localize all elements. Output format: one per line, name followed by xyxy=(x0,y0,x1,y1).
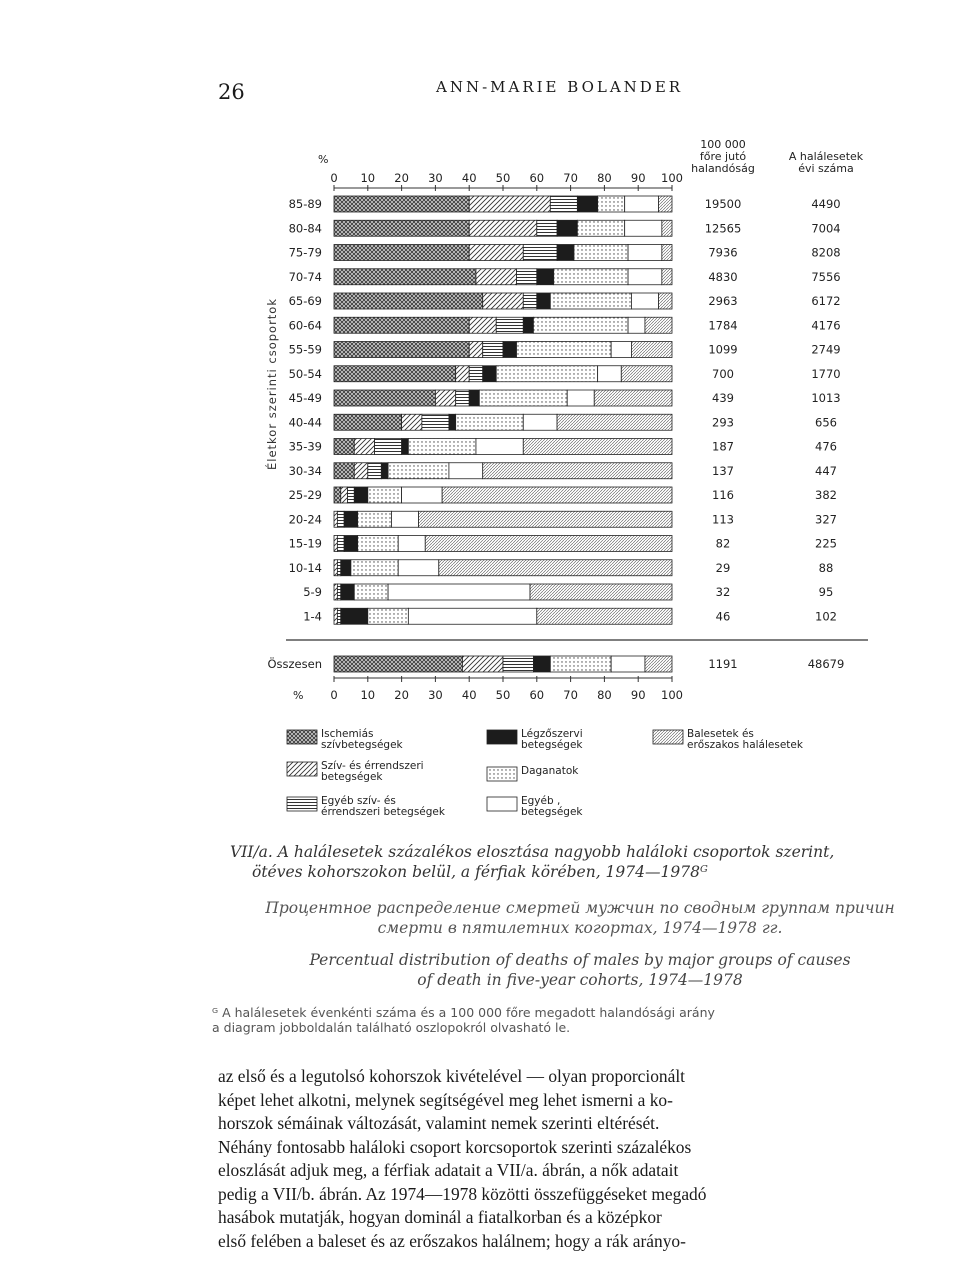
bar-segment xyxy=(523,414,557,430)
bar-segment xyxy=(567,390,594,406)
bar-segment xyxy=(550,293,631,309)
bar-segment xyxy=(476,439,523,455)
legend-label: Daganatok xyxy=(521,765,579,777)
deaths-value: 8208 xyxy=(811,245,841,260)
bar-segment xyxy=(358,536,399,552)
deaths-value: 7004 xyxy=(811,221,841,236)
body-line: eloszlását adjuk meg, a férfiak adatait a VII/a. ábrán, a nők adatait xyxy=(218,1160,679,1180)
row-label: 5-9 xyxy=(303,585,322,599)
bottom-x-axis xyxy=(293,676,683,702)
bar-segment xyxy=(557,245,574,261)
bar-segment xyxy=(334,342,469,358)
bar-segment xyxy=(334,317,469,333)
rate-column-header: halandóság xyxy=(691,162,755,175)
row-label: 45-49 xyxy=(288,391,322,405)
bottom-tick-label: 10 xyxy=(360,688,376,702)
rate-column-header: 100 000 xyxy=(700,138,746,151)
bar-segment xyxy=(625,196,659,212)
bottom-tick-label: 60 xyxy=(529,688,545,702)
legend-label: Egyéb , xyxy=(521,795,561,807)
bar-segment xyxy=(408,439,476,455)
bar-segment xyxy=(483,366,497,382)
bar-segment xyxy=(469,245,523,261)
bar-segment xyxy=(334,269,476,285)
bar-segment xyxy=(503,342,517,358)
row-label: 35-39 xyxy=(288,439,322,454)
bar-segment xyxy=(337,560,340,576)
bar-segment xyxy=(334,487,341,503)
bar-segment xyxy=(344,536,358,552)
bar-segment xyxy=(334,536,337,552)
top-tick-label: 30 xyxy=(428,171,443,185)
row-label: 30-34 xyxy=(288,463,322,478)
bar-segment xyxy=(469,220,537,236)
row-label: 85-89 xyxy=(288,197,322,211)
rate-value: 19500 xyxy=(704,197,742,211)
total-deaths-value: 48679 xyxy=(807,657,845,671)
rate-value: 2963 xyxy=(708,294,738,308)
bar-segment xyxy=(611,656,645,672)
rate-value: 7936 xyxy=(708,245,738,260)
bottom-tick-label: 30 xyxy=(428,688,443,702)
deaths-value: 476 xyxy=(815,439,837,454)
bar-segment xyxy=(483,293,524,309)
bar-segment xyxy=(341,608,368,624)
deaths-value: 88 xyxy=(818,560,834,575)
bar-segment xyxy=(334,245,469,261)
bar-segment xyxy=(483,342,503,358)
bar-segment xyxy=(334,463,354,479)
rate-value: 116 xyxy=(712,488,734,502)
bar-segment xyxy=(449,463,483,479)
bottom-tick-label: 40 xyxy=(461,688,477,702)
bar-segment xyxy=(476,269,517,285)
rate-value: 187 xyxy=(712,439,734,454)
rate-value: 1099 xyxy=(708,342,738,357)
bar-segment xyxy=(354,463,368,479)
bar-segment xyxy=(469,317,496,333)
bar-segment xyxy=(337,608,340,624)
bar-segment xyxy=(611,342,631,358)
row-label: 70-74 xyxy=(288,269,322,284)
bar-segment xyxy=(341,487,348,503)
top-tick-label: 10 xyxy=(360,171,376,185)
bar-segment xyxy=(456,414,524,430)
bar-segment xyxy=(348,487,355,503)
bar-segment xyxy=(402,487,443,503)
body-line: első felében a baleset és az erőszakos halálnem; hogy a rák arányo- xyxy=(218,1230,686,1251)
legend-swatch xyxy=(653,730,683,744)
rate-value: 29 xyxy=(715,560,731,575)
footnote-line-1: ᴳ A halálesetek évenkénti száma és a 100 000 főre megadott halandósági arány xyxy=(212,1005,715,1020)
bar-segment xyxy=(334,560,337,576)
bar-segment xyxy=(368,608,409,624)
bar-segment xyxy=(334,293,483,309)
deaths-value: 6172 xyxy=(811,294,841,308)
bar-segment xyxy=(483,463,672,479)
row-label: 65-69 xyxy=(288,294,322,308)
body-line: horszok sémáinak változását, valamint nemek szerinti eltérését. xyxy=(218,1113,660,1133)
deaths-value: 95 xyxy=(818,585,834,599)
bar-segment xyxy=(469,366,483,382)
row-label: 1-4 xyxy=(303,609,322,624)
bar-segment xyxy=(435,390,455,406)
caption-hu-line-1: VII/a. A halálesetek százalékos elosztása nagyobb haláloki csoportok szerint, xyxy=(230,843,835,861)
bar-segment xyxy=(517,269,537,285)
body-line: Néhány fontosabb haláloki csoport korcsoportok szerinti százalékos xyxy=(218,1136,692,1157)
bar-segment xyxy=(662,245,672,261)
bar-segment xyxy=(358,511,392,527)
bottom-axis-unit: % xyxy=(293,689,304,702)
rate-value: 293 xyxy=(712,415,734,430)
bar-segment xyxy=(645,317,672,333)
bar-segment xyxy=(334,196,469,212)
bar-segment xyxy=(334,608,337,624)
bar-segment xyxy=(523,293,537,309)
top-tick-label: 90 xyxy=(630,171,646,185)
bar-segment xyxy=(594,390,672,406)
bar-segment xyxy=(408,608,536,624)
legend-label: Légzőszervi xyxy=(521,728,583,740)
deaths-value: 225 xyxy=(815,536,837,551)
legend-swatch xyxy=(487,797,517,811)
bar-segment xyxy=(577,220,624,236)
footnote-line-2: a diagram jobboldalán található oszlopokról olvasható le. xyxy=(212,1020,571,1035)
bar-segment xyxy=(341,584,355,600)
bar-segment xyxy=(351,560,398,576)
deaths-column-header: A haláleset​ek xyxy=(788,150,864,163)
bottom-tick-label: 100 xyxy=(661,688,683,702)
bar-segment xyxy=(388,463,449,479)
bar-segment xyxy=(337,511,344,527)
legend-label: érrendszeri betegségek xyxy=(321,806,445,818)
bar-segment xyxy=(354,487,368,503)
deaths-value: 4490 xyxy=(811,197,841,211)
right-columns xyxy=(691,138,864,671)
bar-segment xyxy=(462,656,503,672)
top-tick-label: 20 xyxy=(394,171,409,185)
body-line: képet lehet alkotni, melynek segítségével meg lehet ismerni a ko- xyxy=(218,1089,673,1110)
body-line: pedig a VII/b. ábrán. Az 1974—1978 közötti összefüggéseket megadó xyxy=(218,1183,707,1204)
bar-segment xyxy=(625,220,662,236)
bar-segment xyxy=(628,245,662,261)
bar-segment xyxy=(557,414,672,430)
rate-column-header: főre jutó xyxy=(699,150,747,163)
bar-segment xyxy=(456,390,470,406)
bar-segment xyxy=(469,342,483,358)
legend-swatch xyxy=(287,730,317,744)
rate-value: 46 xyxy=(715,609,731,624)
bar-segment xyxy=(621,366,672,382)
caption-en-line-1: Percentual distribution of deaths of males by major groups of causes xyxy=(309,951,851,969)
bar-segment xyxy=(334,414,402,430)
bar-segment xyxy=(503,656,533,672)
deaths-value: 1770 xyxy=(811,366,841,381)
bar-segment xyxy=(419,511,673,527)
top-axis-unit: % xyxy=(318,153,329,166)
bar-segment xyxy=(398,536,425,552)
bar-segment xyxy=(368,463,382,479)
caption-hu-line-2: ötéves kohorszokon belül, a férfiak körében, 1974—1978ᴳ xyxy=(252,863,708,881)
top-tick-label: 80 xyxy=(597,171,612,185)
footnote xyxy=(212,1005,930,1035)
bar-segment xyxy=(645,656,672,672)
rate-value: 1784 xyxy=(708,318,738,333)
bar-segment xyxy=(456,366,470,382)
bar-segment xyxy=(658,196,672,212)
bar-segment xyxy=(577,196,597,212)
top-tick-label: 60 xyxy=(529,171,545,185)
row-label: 20-24 xyxy=(288,512,322,527)
bottom-tick-label: 80 xyxy=(597,688,612,702)
top-tick-label: 40 xyxy=(461,171,477,185)
bar-segment xyxy=(449,414,456,430)
bar-segment xyxy=(628,269,662,285)
legend-label: erőszakos halálesetek xyxy=(687,739,803,751)
bar-segment xyxy=(341,560,351,576)
deaths-column-header: évi száma xyxy=(798,162,854,175)
bar-segment xyxy=(334,439,354,455)
caption-ru-line-1: Процентное распределение смертей мужчин по сводным группам причин xyxy=(265,899,895,917)
bar-segment xyxy=(337,584,340,600)
top-tick-label: 50 xyxy=(495,171,511,185)
legend-label: Szív- és érrendszeri xyxy=(321,760,424,772)
rate-value: 4830 xyxy=(708,269,738,284)
bar-segment xyxy=(425,536,672,552)
deaths-value: 656 xyxy=(815,415,837,430)
legend-label: szívbetegségek xyxy=(321,739,403,751)
running-head: ANN-MARIE BOLANDER xyxy=(436,78,684,96)
bar-segment xyxy=(334,220,469,236)
bottom-tick-label: 20 xyxy=(394,688,409,702)
bar-segment xyxy=(402,414,422,430)
bar-segment xyxy=(598,366,622,382)
bar-segment xyxy=(442,487,672,503)
deaths-value: 2749 xyxy=(811,342,841,357)
figure-caption-hungarian xyxy=(230,842,930,882)
row-label: 10-14 xyxy=(288,560,322,575)
figure-caption-english xyxy=(230,950,930,990)
legend-label: betegségek xyxy=(321,771,383,783)
bar-segment xyxy=(334,656,462,672)
bar-segment xyxy=(388,584,530,600)
figure-caption-russian xyxy=(230,898,930,938)
deaths-value: 7556 xyxy=(811,269,841,284)
bar-segment xyxy=(354,584,388,600)
bar-segment xyxy=(398,560,439,576)
bar-segment xyxy=(554,269,628,285)
bar-segment xyxy=(496,317,523,333)
bar-segment xyxy=(334,366,456,382)
bar-segment xyxy=(530,584,672,600)
legend-swatch xyxy=(487,730,517,744)
page-number: 26 xyxy=(218,80,245,104)
top-tick-label: 100 xyxy=(661,171,683,185)
bar-segment xyxy=(658,293,672,309)
rate-value: 700 xyxy=(712,366,734,381)
rate-value: 82 xyxy=(715,536,731,551)
bar-segment xyxy=(628,317,645,333)
legend-swatch xyxy=(287,762,317,776)
bar-segment xyxy=(631,342,672,358)
bar-segment xyxy=(469,390,479,406)
bar-segment xyxy=(533,317,628,333)
deaths-value: 382 xyxy=(815,488,837,502)
bar-segment xyxy=(533,656,550,672)
deaths-value: 102 xyxy=(815,609,837,624)
rate-value: 32 xyxy=(715,585,731,599)
bar-segment xyxy=(381,463,388,479)
row-label: 50-54 xyxy=(288,366,322,381)
bar-segment xyxy=(354,439,374,455)
caption-en-line-2: of death in five-year cohorts, 1974—1978 xyxy=(417,971,743,989)
row-label: 55-59 xyxy=(288,342,322,357)
bars-group xyxy=(267,196,868,672)
bar-segment xyxy=(469,196,550,212)
bar-segment xyxy=(439,560,672,576)
bar-segment xyxy=(537,220,557,236)
bar-segment xyxy=(375,439,402,455)
bar-segment xyxy=(334,511,337,527)
bar-segment xyxy=(598,196,625,212)
row-label: 15-19 xyxy=(288,536,322,551)
body-line: hasábok mutatják, hogyan dominál a fiatalkorban és a középkor xyxy=(218,1207,662,1227)
bar-segment xyxy=(574,245,628,261)
bar-segment xyxy=(523,317,533,333)
deaths-value: 1013 xyxy=(811,391,841,405)
bar-segment xyxy=(334,390,435,406)
bar-segment xyxy=(557,220,577,236)
bar-segment xyxy=(334,584,337,600)
bottom-tick-label: 50 xyxy=(495,688,511,702)
bar-segment xyxy=(523,245,557,261)
rate-value: 113 xyxy=(712,512,734,527)
row-label: 25-29 xyxy=(288,488,322,502)
bar-segment xyxy=(422,414,449,430)
legend xyxy=(287,728,804,818)
bar-segment xyxy=(496,366,597,382)
bar-segment xyxy=(344,511,358,527)
legend-label: Balesetek és xyxy=(687,728,754,740)
legend-swatch xyxy=(287,797,317,811)
legend-label: Egyéb szív- és xyxy=(321,795,396,807)
bar-segment xyxy=(662,269,672,285)
bar-segment xyxy=(391,511,418,527)
bar-segment xyxy=(337,536,344,552)
legend-label: betegségek xyxy=(521,806,583,818)
bar-segment xyxy=(550,656,611,672)
total-rate-value: 1191 xyxy=(708,657,738,671)
legend-label: betegségek xyxy=(521,739,583,751)
deaths-value: 327 xyxy=(815,512,837,527)
deaths-value: 447 xyxy=(815,463,837,478)
bar-segment xyxy=(631,293,658,309)
rate-value: 439 xyxy=(712,391,734,405)
legend-swatch xyxy=(487,767,517,781)
bar-segment xyxy=(537,608,672,624)
y-axis-title: Életkor szerinti csoportok xyxy=(265,297,279,470)
row-label: 40-44 xyxy=(288,415,322,430)
top-tick-label: 0 xyxy=(330,171,338,185)
deaths-value: 4176 xyxy=(811,318,841,333)
rate-value: 137 xyxy=(712,463,734,478)
bar-segment xyxy=(537,293,551,309)
bar-segment xyxy=(517,342,612,358)
bottom-tick-label: 70 xyxy=(563,688,578,702)
row-label: Összesen xyxy=(267,657,322,671)
bottom-tick-label: 90 xyxy=(630,688,646,702)
bar-segment xyxy=(402,439,409,455)
bar-segment xyxy=(550,196,577,212)
bottom-tick-label: 0 xyxy=(330,688,338,702)
bar-segment xyxy=(368,487,402,503)
bar-segment xyxy=(662,220,672,236)
legend-label: Ischemiás xyxy=(321,728,374,740)
top-tick-label: 70 xyxy=(563,171,578,185)
rate-value: 12565 xyxy=(704,221,742,236)
row-label: 75-79 xyxy=(288,245,322,260)
caption-ru-line-2: смерти в пятилетних когортах, 1974—1978 гг. xyxy=(377,919,783,937)
row-label: 80-84 xyxy=(288,221,322,236)
body-line: az első és a legutolsó kohorszok kivételével — olyan proporcionált xyxy=(218,1066,685,1086)
bar-segment xyxy=(537,269,554,285)
body-paragraph xyxy=(218,1065,926,1253)
row-label: 60-64 xyxy=(288,318,322,333)
bar-segment xyxy=(523,439,672,455)
bar-segment xyxy=(479,390,567,406)
